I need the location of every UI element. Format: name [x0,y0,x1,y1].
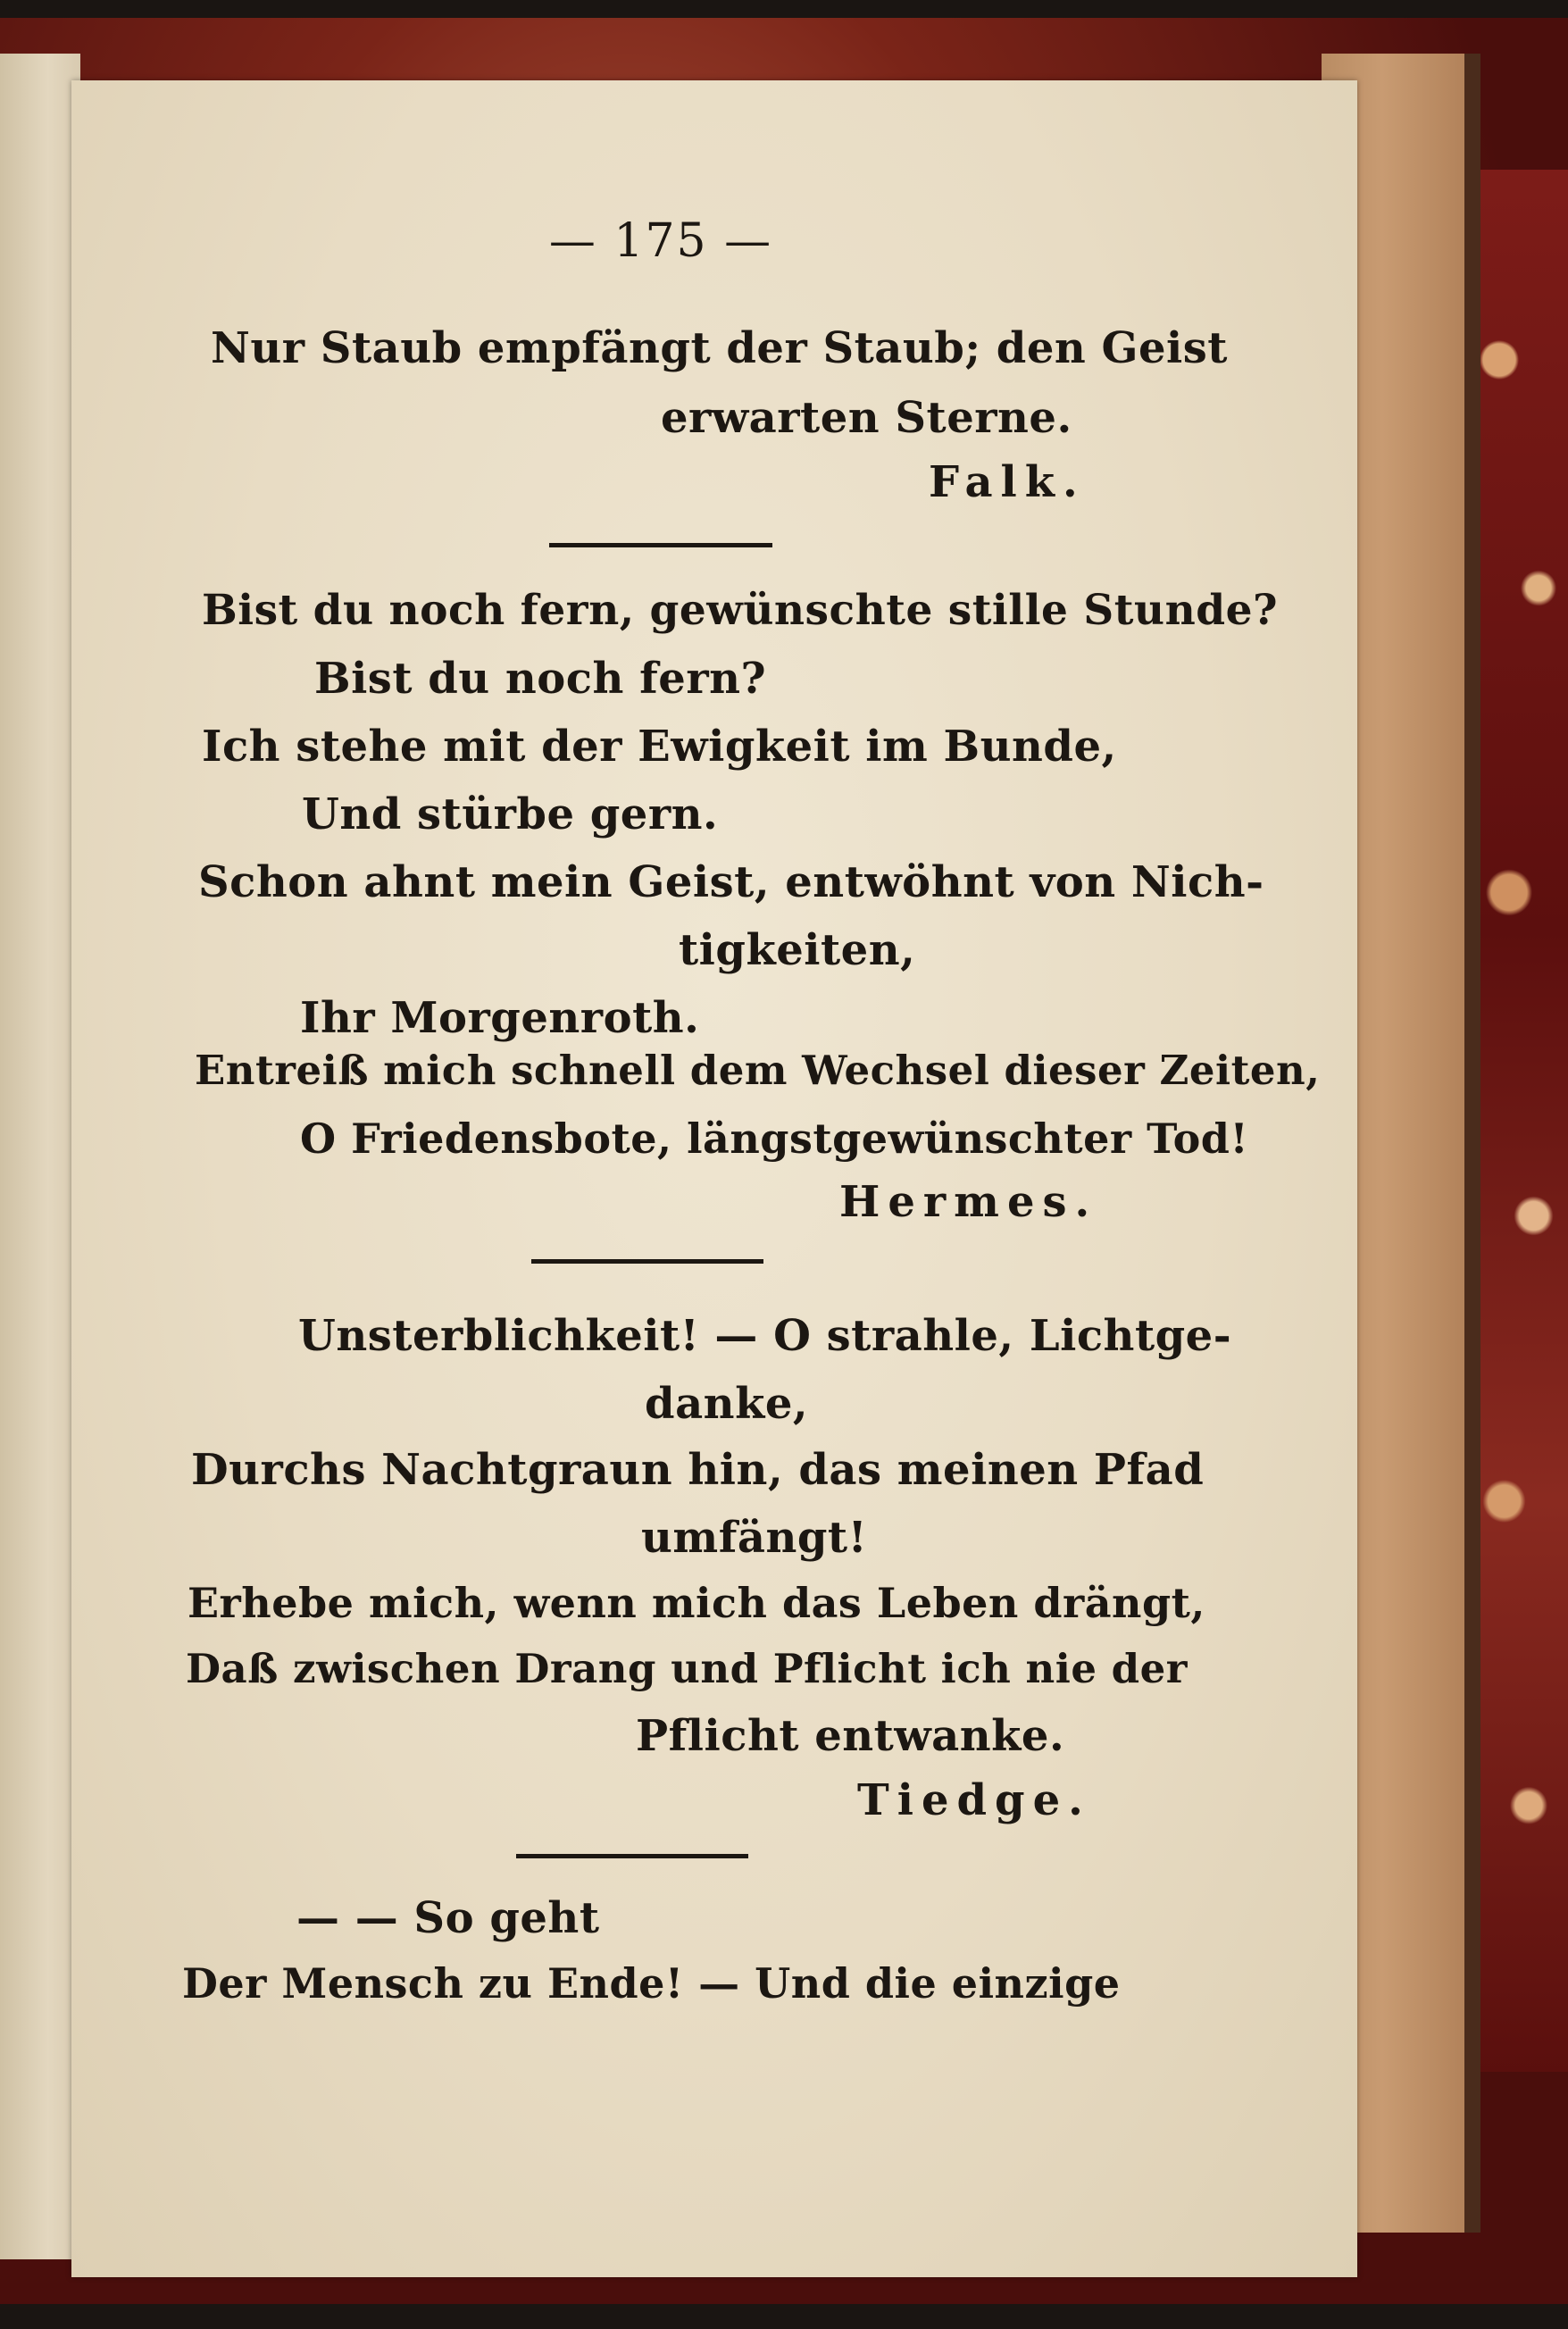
poem-line: Bist du noch fern, gewünschte stille Stunde? [202,586,1279,635]
poem-line: Unsterblichkeit! — O strahle, Lichtge- [298,1311,1232,1361]
poem-line: — — So geht [296,1893,600,1943]
poem-line: Daß zwischen Drang und Pflicht ich nie der [186,1645,1188,1692]
poem-line: Bist du noch fern? [314,654,767,704]
marbled-binding-edge [1470,170,1568,2072]
poem-line: Ihr Morgenroth. [300,993,700,1043]
poem-line: Ich stehe mit der Ewigkeit im Bunde, [202,722,1117,772]
poem-line: Entreiß mich schnell dem Wechsel dieser Zeiten, [195,1047,1321,1094]
poem-line: tigkeiten, [679,925,916,975]
author-name: Tiedge. [857,1775,1091,1825]
poem-line: Und stürbe gern. [302,789,719,839]
poem-line: Erhebe mich, wenn mich das Leben drängt, [188,1579,1205,1627]
page-number: — 175 — [548,214,773,268]
author-name: Hermes. [839,1177,1098,1227]
section-divider [531,1259,763,1264]
insert-shadow [1464,54,1480,2233]
poem-line: umfängt! [641,1513,868,1563]
poem-line: danke, [645,1379,809,1429]
section-divider [549,543,772,547]
poem-line: Schon ahnt mein Geist, entwöhnt von Nich- [198,857,1264,907]
poem-line: Pflicht entwanke. [636,1711,1065,1761]
poem-line: Der Mensch zu Ende! — Und die einzige [182,1959,1121,2008]
poem-line: Durchs Nachtgraun hin, das meinen Pfad [191,1445,1205,1495]
poem-line: erwarten Sterne. [661,393,1072,443]
left-page-edge [0,54,80,2259]
author-name: Falk. [929,457,1086,507]
poem-line: Nur Staub empfängt der Staub; den Geist [211,323,1228,373]
section-divider [516,1854,748,1858]
poem-line: O Friedensbote, längstgewünschter Tod! [300,1114,1249,1163]
